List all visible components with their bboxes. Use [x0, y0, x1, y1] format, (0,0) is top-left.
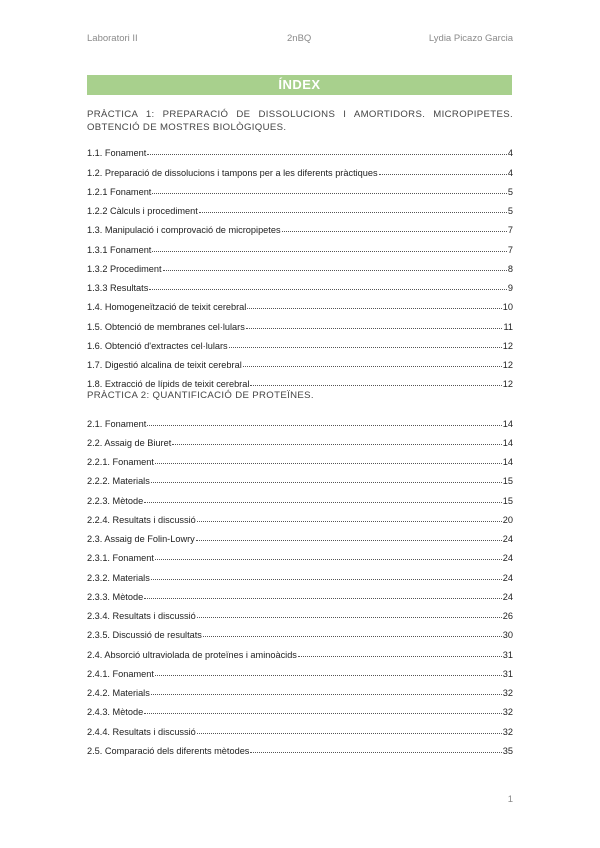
toc-entry-label: 1.2.2 Càlculs i procediment	[87, 206, 198, 216]
toc-entry-page: 8	[507, 263, 513, 274]
toc-entry-page: 7	[507, 225, 513, 236]
dot-leader	[155, 675, 502, 676]
toc-entry-label: 2.4.1. Fonament	[87, 668, 154, 679]
toc-entry-page: 24	[502, 572, 513, 583]
dot-leader	[144, 502, 502, 503]
toc-entry[interactable]	[87, 679, 513, 698]
toc-entry-label: 1.5. Obtenció de membranes cel·lulars	[87, 321, 245, 332]
index-title: ÍNDEX	[87, 75, 512, 95]
header-course: Laboratori II	[87, 33, 138, 44]
toc-entry-page: 5	[507, 186, 513, 197]
toc-entry-label: 2.2. Assaig de Biuret	[87, 437, 172, 448]
toc-entry-page: 20	[502, 514, 513, 525]
dot-leader	[151, 579, 502, 580]
toc-entry-label: 2.4.3. Mètode	[87, 707, 144, 718]
toc-entry-label: 1.2.1 Fonament	[87, 186, 152, 197]
toc-list-practice-2	[87, 409, 513, 756]
dot-leader	[298, 656, 502, 657]
toc-entry[interactable]	[87, 216, 513, 235]
toc-entry-label: 2.3.1. Fonament	[87, 553, 154, 564]
page-number: 1	[507, 794, 513, 805]
toc-entry-label: 2.2.1. Fonament	[87, 457, 154, 467]
dot-leader	[203, 636, 502, 637]
dot-leader	[151, 694, 502, 695]
toc-entry-label: 1.7. Digestió alcalina de teixit cerebral	[87, 360, 242, 370]
toc-entry[interactable]	[87, 197, 513, 216]
dot-leader	[246, 328, 503, 329]
toc-entry[interactable]	[87, 621, 513, 640]
page-header	[87, 33, 513, 47]
toc-entry[interactable]	[87, 563, 513, 582]
toc-entry[interactable]	[87, 486, 513, 505]
toc-entry-label: 2.2.3. Mètode	[87, 495, 144, 506]
toc-entry-label: 1.1. Fonament	[87, 148, 147, 159]
table-of-contents	[87, 108, 513, 756]
toc-entry-label: 2.3.5. Discussió de resultats	[87, 630, 202, 641]
toc-entry[interactable]	[87, 717, 513, 736]
toc-entry-label: 1.2. Preparació de dissolucions i tampons per a les diferents pràctiques	[87, 167, 378, 178]
toc-entry-page: 30	[502, 630, 513, 641]
dot-leader	[199, 212, 507, 213]
toc-entry-page: 31	[502, 668, 513, 679]
toc-entry-label: 2.2.2. Materials	[87, 476, 150, 487]
toc-entry-page: 24	[502, 553, 513, 564]
dot-leader	[243, 366, 502, 367]
toc-entry-page: 11	[503, 321, 513, 332]
toc-entry-page: 32	[502, 688, 513, 698]
toc-entry[interactable]	[87, 312, 513, 331]
toc-entry[interactable]	[87, 409, 513, 428]
toc-entry-page: 4	[507, 148, 513, 159]
section-title-practice-2: PRÀCTICA 2: QUANTIFICACIÓ DE PROTEÏNES.	[87, 390, 314, 402]
dot-leader	[247, 308, 501, 309]
toc-entry[interactable]	[87, 737, 513, 756]
toc-entry[interactable]	[87, 351, 513, 370]
toc-entry[interactable]	[87, 660, 513, 679]
dot-leader	[229, 347, 502, 348]
toc-entry-label: 2.4.2. Materials	[87, 688, 150, 698]
toc-entry[interactable]	[87, 370, 513, 389]
toc-entry-label: 1.3. Manipulació i comprovació de micropipetes	[87, 225, 281, 236]
toc-entry[interactable]	[87, 139, 513, 158]
toc-entry[interactable]	[87, 293, 513, 312]
toc-entry-label: 1.4. Homogeneïtzació de teixit cerebral	[87, 302, 247, 313]
dot-leader	[144, 713, 502, 714]
toc-entry[interactable]	[87, 255, 513, 274]
dot-leader	[197, 617, 502, 618]
dot-leader	[282, 231, 507, 232]
dot-leader	[144, 598, 502, 599]
toc-entry[interactable]	[87, 602, 513, 621]
dot-leader	[155, 559, 502, 560]
dot-leader	[149, 289, 507, 290]
dot-leader	[152, 251, 507, 252]
toc-entry-label: 2.2.4. Resultats i discussió	[87, 514, 196, 525]
toc-entry[interactable]	[87, 544, 513, 563]
toc-entry-page: 35	[502, 745, 513, 756]
dot-leader	[155, 463, 502, 464]
dot-leader	[147, 154, 507, 155]
toc-entry-label: 2.3.2. Materials	[87, 572, 150, 583]
toc-entry-page: 14	[502, 457, 513, 467]
toc-entry-page: 14	[502, 437, 513, 448]
toc-entry-label: 1.3.3 Resultats	[87, 283, 149, 293]
toc-entry-page: 12	[502, 340, 513, 351]
toc-entry-page: 9	[507, 283, 513, 293]
toc-entry-label: 1.6. Obtenció d'extractes cel·lulars	[87, 340, 228, 351]
toc-entry-label: 2.5. Comparació dels diferents mètodes	[87, 745, 250, 756]
toc-entry-page: 7	[507, 244, 513, 255]
dot-leader	[163, 270, 507, 271]
toc-entry-page: 12	[502, 379, 513, 390]
toc-entry-page: 10	[502, 302, 513, 313]
toc-entry-page: 26	[502, 611, 513, 621]
toc-entry-page: 14	[502, 418, 513, 429]
header-author: Lydia Picazo Garcia	[428, 33, 513, 44]
toc-entry[interactable]	[87, 583, 513, 602]
toc-entry-page: 5	[507, 206, 513, 216]
dot-leader	[197, 521, 502, 522]
toc-entry-label: 1.8. Extracció de lípids de teixit cerebral	[87, 379, 250, 390]
toc-entry-page: 15	[502, 495, 513, 506]
toc-entry[interactable]	[87, 448, 513, 467]
dot-leader	[196, 540, 502, 541]
toc-entry-page: 15	[502, 476, 513, 487]
toc-entry[interactable]	[87, 332, 513, 351]
toc-entry-page: 24	[502, 534, 513, 544]
section-title-practice-1: PRÀCTICA 1: PREPARACIÓ DE DISSOLUCIONS I AMORTIDORS. MICROPIPETES. OBTENCIÓ DE MOSTRES BIOLÒGIQUES.	[87, 109, 513, 133]
toc-entry-label: 2.3.4. Resultats i discussió	[87, 611, 196, 621]
toc-entry[interactable]	[87, 506, 513, 525]
dot-leader	[151, 482, 502, 483]
header-group: 2nBQ	[287, 33, 312, 44]
toc-entry-page: 31	[502, 649, 513, 660]
toc-entry-label: 2.3. Assaig de Folin-Lowry	[87, 534, 195, 544]
dot-leader	[379, 174, 507, 175]
toc-entry-label: 2.4.4. Resultats i discussió	[87, 726, 196, 737]
dot-leader	[172, 444, 501, 445]
toc-entry-label: 2.1. Fonament	[87, 418, 147, 429]
toc-entry-label: 1.3.2 Procediment	[87, 263, 162, 274]
toc-entry-label: 2.4. Absorció ultraviolada de proteïnes i aminoàcids	[87, 649, 297, 660]
toc-entry[interactable]	[87, 178, 513, 197]
toc-entry[interactable]	[87, 467, 513, 486]
toc-entry[interactable]	[87, 429, 513, 448]
dot-leader	[152, 193, 507, 194]
toc-entry-page: 12	[502, 360, 513, 370]
dot-leader	[197, 733, 502, 734]
toc-entry[interactable]	[87, 235, 513, 254]
toc-entry-page: 32	[502, 707, 513, 718]
toc-entry-label: 1.3.1 Fonament	[87, 244, 152, 255]
toc-list-practice-1	[87, 139, 513, 389]
toc-entry[interactable]	[87, 158, 513, 177]
toc-entry-page: 32	[502, 726, 513, 737]
toc-entry-label: 2.3.3. Mètode	[87, 591, 144, 602]
toc-entry-page: 4	[507, 167, 513, 178]
toc-entry[interactable]	[87, 525, 513, 544]
toc-entry[interactable]	[87, 640, 513, 659]
toc-entry[interactable]	[87, 698, 513, 717]
dot-leader	[147, 425, 502, 426]
dot-leader	[250, 385, 501, 386]
toc-entry-page: 24	[502, 591, 513, 602]
toc-entry[interactable]	[87, 274, 513, 293]
dot-leader	[250, 752, 501, 753]
